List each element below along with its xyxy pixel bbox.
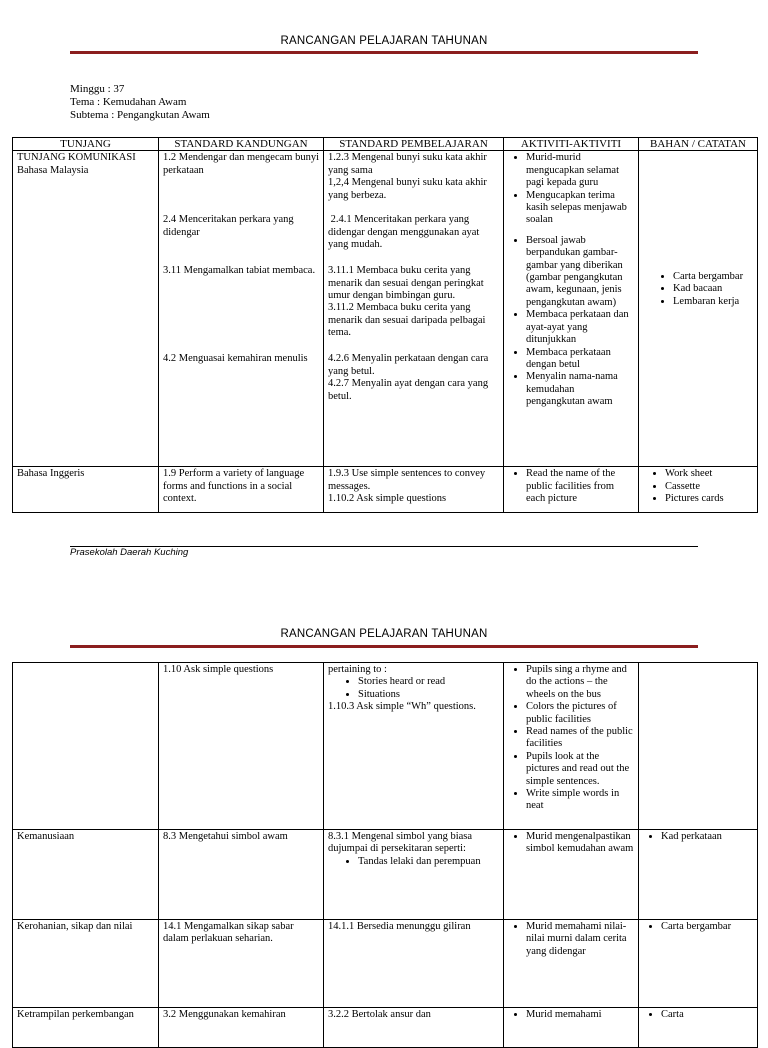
aktiviti-cell [504,920,639,1008]
tunjang-cell: Bahasa Inggeris [13,467,159,513]
bahan-cell [639,663,758,830]
table-row [13,830,758,920]
bahan-cell [639,920,758,1008]
list-item: • Tandas lelaki dan perempuan [358,856,499,868]
table-row [13,663,758,830]
standard-kandungan-cell: 3.2 Menggunakan kemahiran [159,1008,324,1048]
column-header: BAHAN / CATATAN [639,138,758,151]
sp-item: 2.4.1 Menceritakan perkara yang didengar dengan menggunakan ayat yang mudah. [328,214,482,251]
list-item: • Pupils sing a rhyme and do the actions – the wheels on the bus [526,664,634,701]
list-item: • Carta [661,1009,753,1021]
standard-pembelajaran-cell [324,663,504,830]
sp-item: 1.10.2 Ask simple questions [328,493,447,505]
standard-kandungan-cell: 1.9 Perform a variety of language forms and functions in a social context. [159,467,324,513]
tema-label: Tema : Kemudahan Awam [70,96,187,108]
lesson-plan-table-continued [12,662,758,1048]
standard-kandungan-cell [159,151,324,467]
sp-item: 3.11.1 Membaca buku cerita yang menarik dan sesuai dengan peringkat umur dengan bimbingan guru. [328,265,484,302]
aktiviti-cell [504,151,639,467]
list-item: • Pictures cards [665,493,753,505]
tunjang-heading: TUNJANG KOMUNIKASI [17,152,136,164]
sp-item: 4.2.7 Menyalin ayat dengan cara yang betul. [328,378,489,402]
bahan-cell [639,467,758,513]
table-row [13,920,758,1008]
standard-kandungan-cell: 14.1 Mengamalkan sikap sabar dalam perlakuan seharian. [159,920,324,1008]
list-item: • Pupils look at the pictures and read out the simple sentences. [526,751,634,788]
list-item: • Menyalin nama-nama kemudahan pengangkutan awam [526,371,634,408]
tunjang-subject: Bahasa Malaysia [17,164,89,176]
sp-item: 1.2.3 Mengenal bunyi suku kata akhir yang sama [328,152,487,176]
list-item: • Read names of the public facilities [526,726,634,751]
sp-item: pertaining to : [328,664,387,675]
standard-pembelajaran-cell [324,830,504,920]
footer-text: Prasekolah Daerah Kuching [70,547,189,558]
table-header-row [13,138,758,151]
list-item: • Work sheet [665,468,753,480]
lesson-plan-table [12,137,758,513]
sp-item: 1,2,4 Mengenal bunyi suku kata akhir yang berbeza. [328,177,487,201]
tunjang-cell: Ketrampilan perkembangan [13,1008,159,1048]
list-item: • Murid memahami nilai-nilai murni dalam cerita yang didengar [526,921,634,958]
list-item: • Lembaran kerja [673,296,753,308]
standard-kandungan-cell: 8.3 Mengetahui simbol awam [159,830,324,920]
list-item: • Situations [358,689,499,701]
standard-pembelajaran-cell: 3.2.2 Bertolak ansur dan [324,1008,504,1048]
sp-item: 3.11.2 Membaca buku cerita yang menarik dan sesuai daripada pelbagai tema. [328,302,486,339]
list-item: • Bersoal jawab berpandukan gambar-gambar yang diberikan (gambar pengangkutan awam, kegunaan, jenis pengangkutan awam) [526,235,634,309]
tunjang-cell: Kerohanian, sikap dan nilai [13,920,159,1008]
header-rule [70,645,698,648]
list-item: • Mengucapkan terima kasih selepas menjawab soalan [526,190,634,227]
table-row [13,467,758,513]
sk-item: 1.2 Mendengar dan mengecam bunyi perkataan [163,152,319,176]
sk-item: 4.2 Menguasai kemahiran menulis [163,353,308,365]
list-item: • Write simple words in neat [526,788,634,813]
list-item: • Cassette [665,481,753,493]
tunjang-cell [13,151,159,467]
aktiviti-cell [504,830,639,920]
column-header: STANDARD KANDUNGAN [159,138,324,151]
bahan-cell [639,1008,758,1048]
standard-pembelajaran-cell [324,151,504,467]
table-row [13,151,758,467]
column-header: TUNJANG [13,138,159,151]
sp-item: 1.10.3 Ask simple “Wh” questions. [328,701,476,713]
bahan-cell [639,830,758,920]
standard-pembelajaran-cell: 14.1.1 Bersedia menunggu giliran [324,920,504,1008]
sp-item: 8.3.1 Mengenal simbol yang biasa dujumpai di persekitaran seperti: [328,831,473,855]
aktiviti-cell [504,1008,639,1048]
sp-item: 1.9.3 Use simple sentences to convey messages. [328,468,486,492]
page-title: RANCANGAN PELAJARAN TAHUNAN [280,628,488,640]
sk-item: 3.11 Mengamalkan tabiat membaca. [163,265,316,277]
list-item: • Kad bacaan [673,283,753,295]
lesson-meta [70,83,210,122]
page-title: RANCANGAN PELAJARAN TAHUNAN [280,35,488,47]
tunjang-cell [13,663,159,830]
sp-item: 4.2.6 Menyalin perkataan dengan cara yang betul. [328,353,489,377]
tunjang-cell: Kemanusiaan [13,830,159,920]
list-item: • Murid memahami [526,1009,634,1021]
list-item: • Kad perkataan [661,831,753,843]
minggu-label: Minggu : 37 [70,83,125,95]
aktiviti-cell [504,467,639,513]
table-row [13,1008,758,1048]
list-item: • Murid mengenalpastikan simbol kemudahan awam [526,831,634,856]
list-item: • Read the name of the public facilities from each picture [526,468,634,505]
list-item: • Carta bergambar [661,921,753,933]
list-item: • Membaca perkataan dengan betul [526,347,634,372]
list-item: • Carta bergambar [673,271,753,283]
standard-pembelajaran-cell [324,467,504,513]
sk-item: 2.4 Menceritakan perkara yang didengar [163,214,294,238]
list-item: • Stories heard or read [358,676,499,688]
list-item: • Murid-murid mengucapkan selamat pagi kepada guru [526,152,634,189]
header-rule [70,51,698,54]
list-item: • Colors the pictures of public facilities [526,701,634,726]
subtema-label: Subtema : Pengangkutan Awam [70,109,210,121]
column-header: AKTIVITI-AKTIVITI [504,138,639,151]
column-header: STANDARD PEMBELAJARAN [324,138,504,151]
standard-kandungan-cell: 1.10 Ask simple questions [159,663,324,830]
list-item: • Membaca perkataan dan ayat-ayat yang ditunjukkan [526,309,634,346]
aktiviti-cell [504,663,639,830]
bahan-cell [639,151,758,467]
